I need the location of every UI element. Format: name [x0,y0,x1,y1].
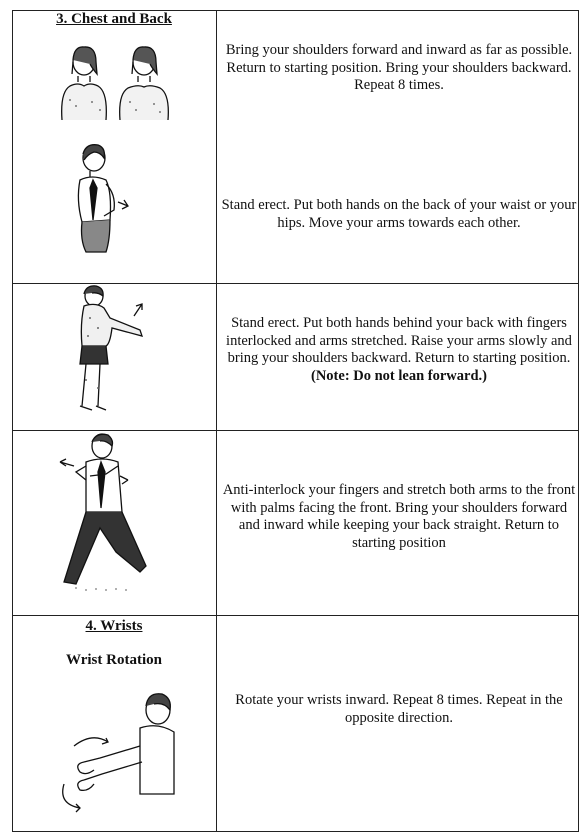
row-divider [12,615,579,616]
subheading-wrist-rotation: Wrist Rotation [66,652,162,668]
figure-wrist-rotation [44,684,194,816]
instruction-text-row-5: Rotate your wrists inward. Repeat 8 times. Repeat in the opposite direction. [235,692,563,726]
instruction-text-row-1 [220,42,578,95]
section-heading-wrists: 4. Wrists [85,618,143,634]
instruction-note: (Note: Do not lean forward.) [311,367,487,384]
instruction-text: Stand erect. Put both hands behind your back with fingers interlocked and arms stretched. Raise your arms slowly and bring your shoulders backward. Return to starting position. [226,315,572,366]
instruction-text: Bring your shoulders forward and inward as far as possible. Return to starting position. Bring your shoulders backward. [225,42,573,76]
section-heading-chest-back: 3. Chest and Back [56,11,172,27]
table-border-bottom [12,831,579,832]
figure-shoulder-forward [56,40,176,120]
instruction-text-row-3 [220,315,578,385]
instruction-text-row-2: Stand erect. Put both hands on the back of your waist or your hips. Move your arms towards each other. [221,197,577,231]
instruction-repeat: Repeat 8 times. [354,77,444,93]
figure-arms-stretched-front [56,432,166,612]
table-border-right [578,10,579,832]
figure-arms-behind-back [70,284,160,416]
instruction-text-row-4: Anti-interlock your fingers and stretch both arms to the front with palms facing the front. Bring your shoulders forward and inward while keeping your back straight. Return to starting position [222,482,576,551]
table-border-left [12,10,13,832]
figure-hands-on-waist [66,140,156,280]
table-divider-vertical [216,10,217,832]
row-divider [12,430,579,431]
